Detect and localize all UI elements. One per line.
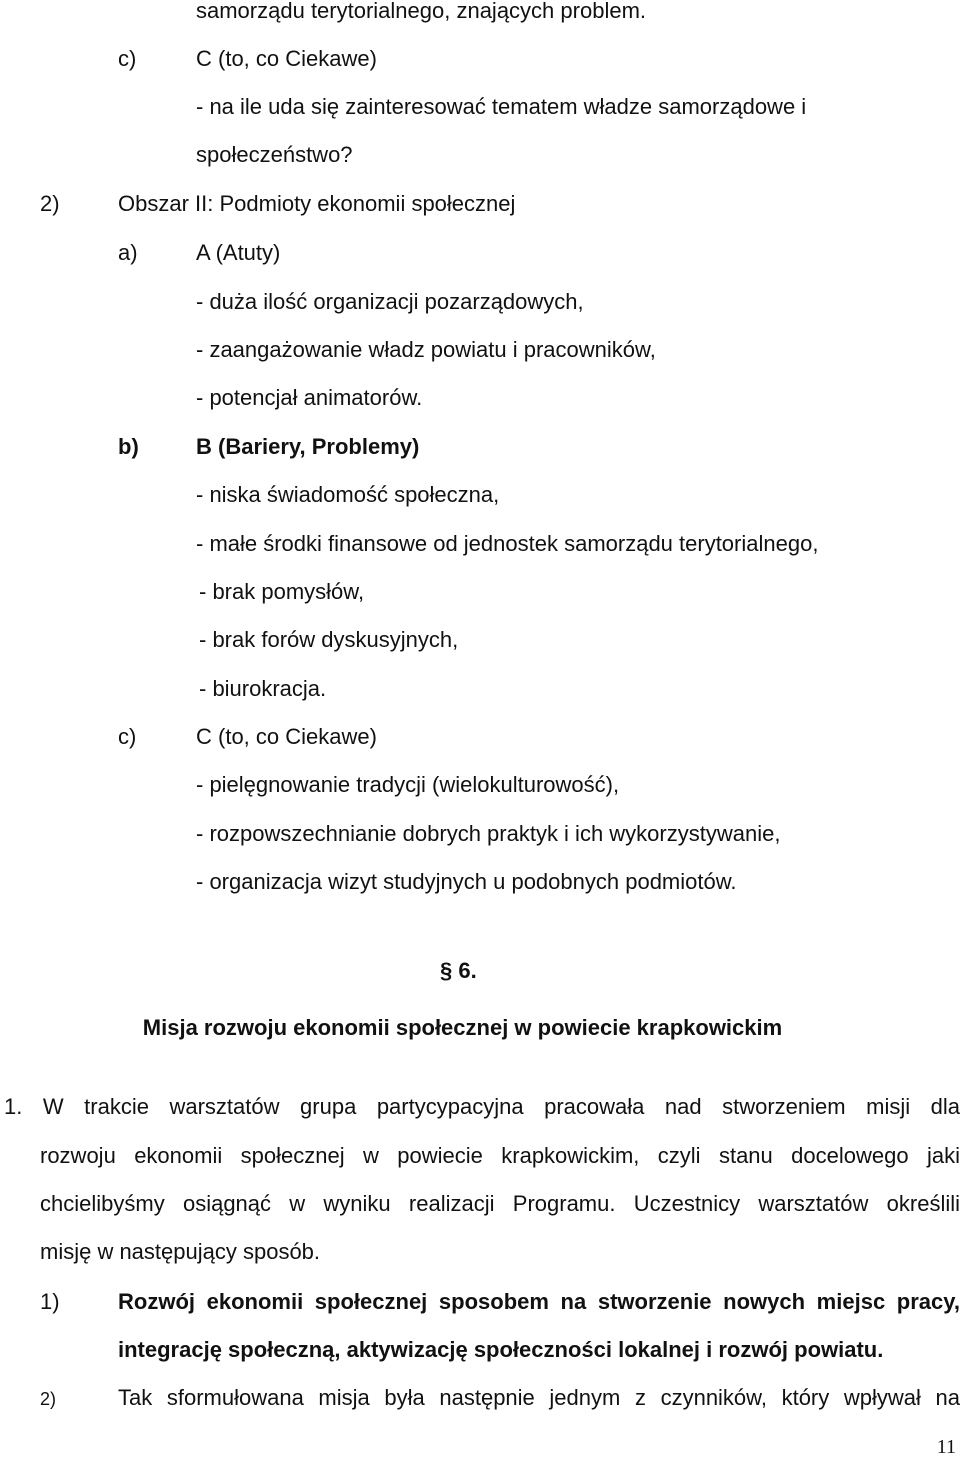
list-item: - małe środki finansowe od jednostek samorządu terytorialnego, — [196, 531, 819, 556]
text-line: samorządu terytorialnego, znających problem. — [196, 0, 647, 23]
mission-statement-line: integrację społeczną, aktywizację społeczności lokalnej i rozwój powiatu. — [118, 1337, 884, 1362]
list-item: - potencjał animatorów. — [196, 385, 423, 410]
list-item: - organizacja wizyt studyjnych u podobnych podmiotów. — [196, 869, 737, 894]
subsection-title: C (to, co Ciekawe) — [196, 724, 377, 749]
list-item: - duża ilość organizacji pozarządowych, — [196, 289, 584, 314]
list-number: 2) — [40, 1389, 57, 1409]
text-line: społeczeństwo? — [196, 142, 353, 167]
list-item: - niska świadomość społeczna, — [196, 482, 500, 507]
list-label: a) — [118, 240, 138, 265]
list-label: c) — [118, 724, 137, 749]
list-item: - biurokracja. — [199, 676, 327, 701]
list-label: b) — [118, 434, 139, 459]
text-line: - na ile uda się zainteresować tematem władze samorządowe i — [196, 94, 807, 119]
mission-statement-line: Rozwój ekonomii społecznej sposobem na stworzenie nowych miejsc pracy, — [118, 1289, 960, 1314]
paragraph-line: rozwoju ekonomii społecznej w powiecie krapkowickim, czyli stanu docelowego jaki — [40, 1143, 960, 1168]
list-item: - pielęgnowanie tradycji (wielokulturowość), — [196, 772, 620, 797]
subsection-title: C (to, co Ciekawe) — [196, 46, 377, 71]
list-item: - rozpowszechnianie dobrych praktyk i ich wykorzystywanie, — [196, 821, 781, 846]
list-item: - brak pomysłów, — [199, 579, 365, 604]
list-item: - brak forów dyskusyjnych, — [199, 627, 459, 652]
list-label: c) — [118, 46, 137, 71]
subsection-title: B (Bariery, Problemy) — [196, 434, 420, 459]
list-item: - zaangażowanie władz powiatu i pracowników, — [196, 337, 656, 362]
list-number: 2) — [40, 191, 60, 216]
paragraph-line: Tak sformułowana misja była następnie jednym z czynników, który wpływał na — [118, 1385, 960, 1410]
paragraph-line: 1. W trakcie warsztatów grupa partycypacyjna pracowała nad stworzeniem misji dla — [4, 1094, 960, 1119]
paragraph-line: misję w następujący sposób. — [40, 1239, 321, 1264]
section-number: § 6. — [440, 958, 477, 983]
paragraph-line: chcielibyśmy osiągnąć w wyniku realizacji Programu. Uczestnicy warsztatów określili — [40, 1191, 960, 1216]
list-number: 1) — [40, 1289, 60, 1314]
subsection-title: A (Atuty) — [196, 240, 281, 265]
page-number: 11 — [936, 1436, 956, 1458]
section-heading: Misja rozwoju ekonomii społecznej w powiecie krapkowickim — [142, 1015, 783, 1040]
area-title: Obszar II: Podmioty ekonomii społecznej — [118, 191, 516, 216]
